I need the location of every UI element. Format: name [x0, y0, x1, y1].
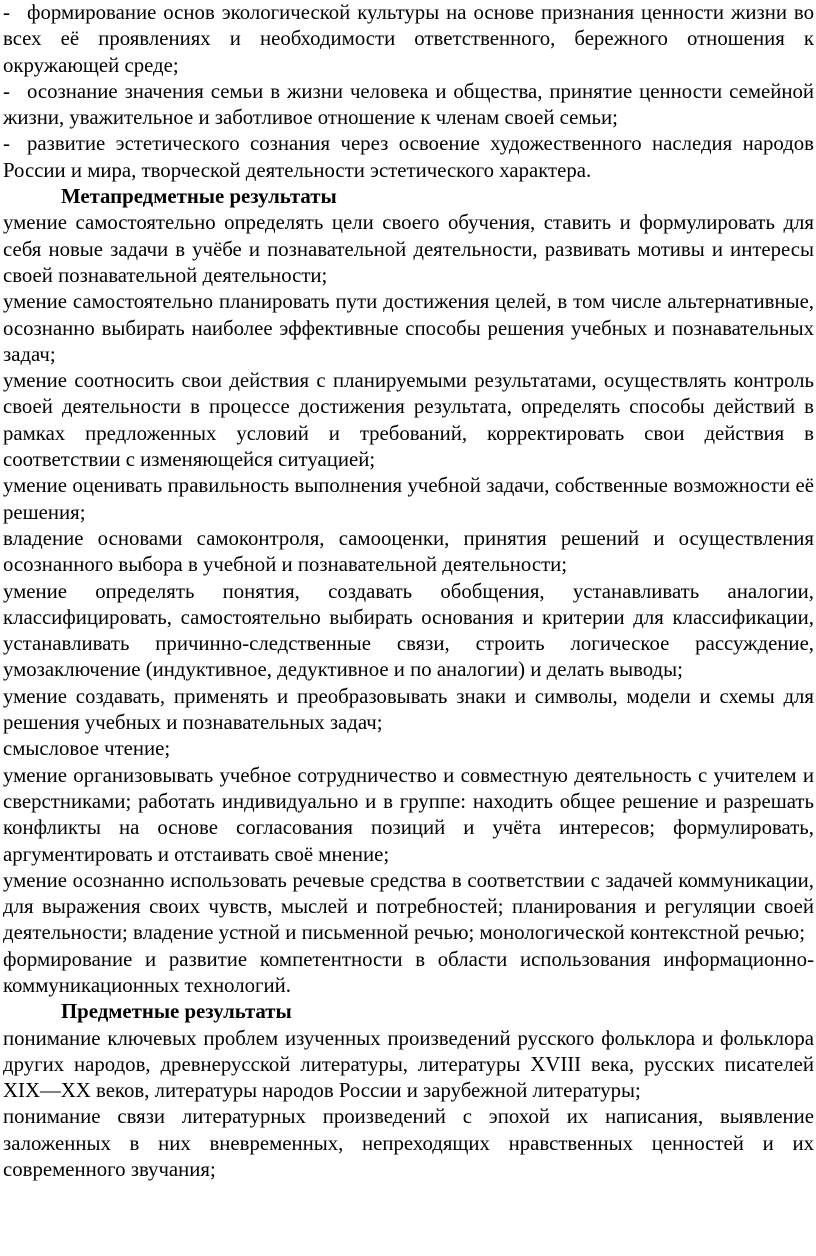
list-item-text: формирование основ экологической культуры на основе признания ценности жизни во всех её проявлениях и необходимости ответственного, бережного отношения к окружающей среде;	[3, 1, 814, 77]
subject-result-item: понимание связи литературных произведений с эпохой их написания, выявление заложенных в них вневременных, непреходящих нравственных ценностей и их современного звучания;	[3, 1105, 814, 1182]
section-heading-meta: Метапредметные результаты	[61, 185, 337, 209]
meta-result-item: умение организовывать учебное сотрудничество и совместную деятельность с учителем и сверстниками; работать индивидуально и в группе: находить общее решение и разрешать конфликты на основе согласования позиций и учёта интересов; формулировать, аргументировать и отстаивать своё мнение;	[3, 763, 814, 866]
personal-result-item	[3, 131, 814, 184]
meta-result-item: умение создавать, применять и преобразовывать знаки и символы, модели и схемы для решения учебных и познавательных задач;	[3, 684, 814, 735]
meta-result-item: умение определять понятия, создавать обобщения, устанавливать аналогии, классифицировать, самостоятельно выбирать основания и критерии для классификации, устанавливать причинно-следственные связи, строить логическое рассуждение, умозаключение (индуктивное, дедуктивное и по аналогии) и делать выводы;	[3, 579, 814, 682]
list-item-text: развитие эстетического сознания через освоение художественного наследия народов России и мира, творческой деятельности эстетического характера.	[3, 132, 814, 182]
list-item-text: осознание значения семьи в жизни человека и общества, принятие ценности семейной жизни, уважительное и заботливое отношение к членам своей семьи;	[3, 79, 814, 130]
meta-result-item: владение основами самоконтроля, самооценки, принятия решений и осуществления осознанного выбора в учебной и познавательной деятельности;	[3, 526, 814, 577]
meta-result-item: умение осознанно использовать речевые средства в соответствии с задачей коммуникации, для выражения своих чувств, мыслей и потребностей; планирования и регуляции своей деятельности; владение устной и письменной речью; монологической контекстной речью;	[3, 868, 814, 945]
list-dash: -	[3, 79, 10, 103]
personal-result-item	[3, 79, 814, 132]
personal-result-item	[3, 0, 814, 79]
list-dash: -	[3, 132, 10, 156]
section-heading-subject: Предметные результаты	[61, 1000, 292, 1024]
list-dash: -	[3, 1, 10, 24]
meta-result-item: умение соотносить свои действия с планируемыми результатами, осуществлять контроль своей деятельности в процессе достижения результата, определять способы действий в рамках предложенных условий и требований, корректировать свои действия в соответствии с изменяющейся ситуацией;	[3, 369, 814, 472]
subject-result-item: понимание ключевых проблем изученных произведений русского фольклора и фольклора других народов, древнерусской литературы, литературы XVIII века, русских писателей XIX—XX веков, литературы народов России и зарубежной литературы;	[3, 1026, 814, 1103]
meta-result-item: умение самостоятельно планировать пути достижения целей, в том числе альтернативные, осознанно выбирать наиболее эффективные способы решения учебных и познавательных задач;	[3, 290, 814, 366]
meta-result-item: смысловое чтение;	[3, 737, 171, 761]
meta-result-item: умение самостоятельно определять цели своего обучения, ставить и формулировать для себя новые задачи в учёбе и познавательной деятельности, развивать мотивы и интересы своей познавательной деятельности;	[3, 211, 814, 287]
meta-result-item: умение оценивать правильность выполнения учебной задачи, собственные возможности её решения;	[3, 474, 814, 524]
meta-result-item: формирование и развитие компетентности в области использования информационно-коммуникационных технологий.	[3, 947, 814, 997]
